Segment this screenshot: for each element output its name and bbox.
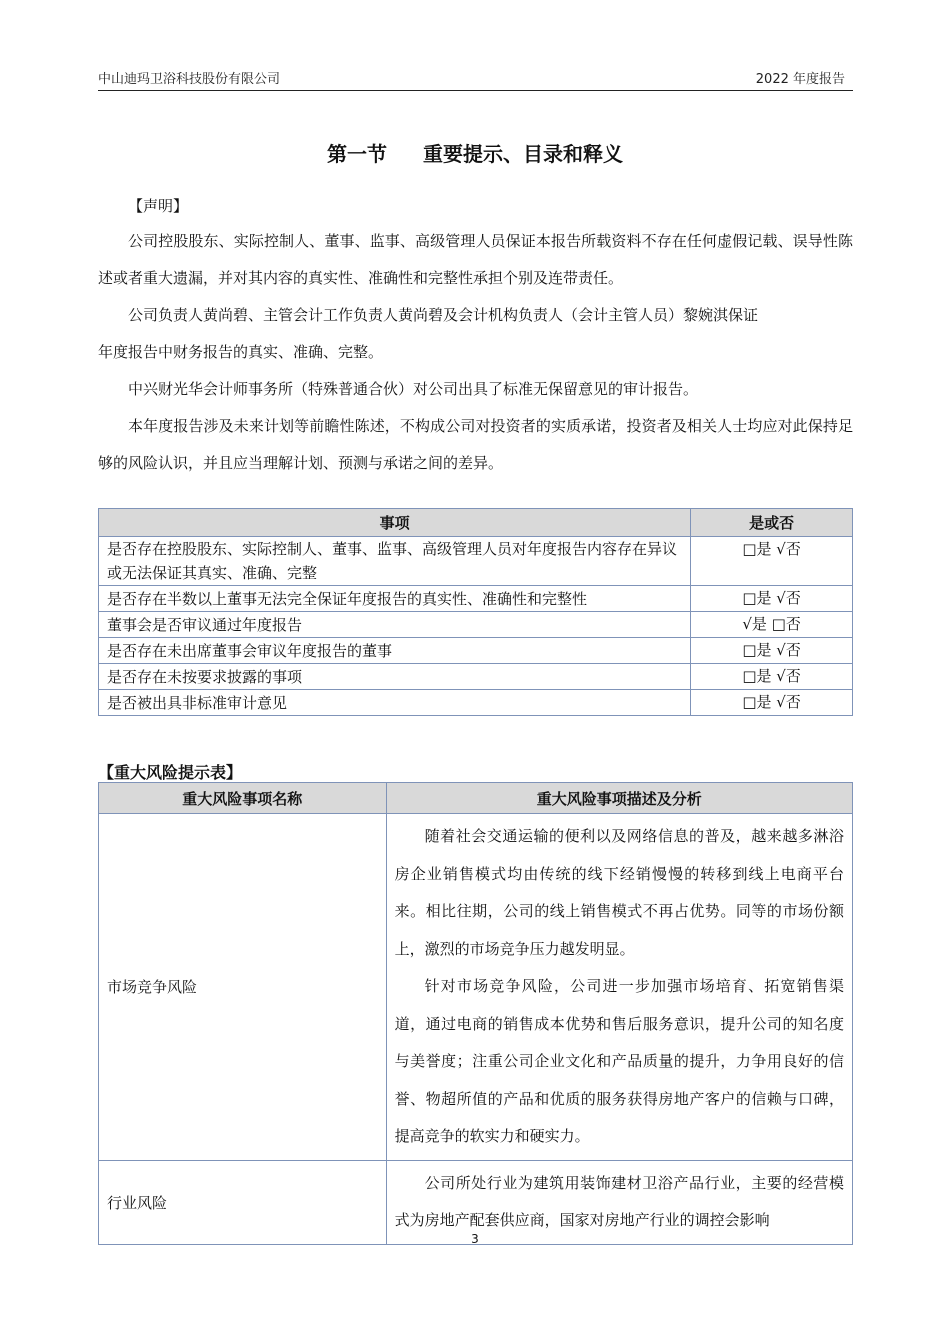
statement-paragraph: 年度报告中财务报告的真实、准确、完整。 — [98, 343, 384, 361]
risk-table — [98, 782, 853, 1245]
matter-item: 是否存在半数以上董事无法完全保证年度报告的真实性、准确性和完整性 — [99, 586, 691, 612]
risk-table-title: 【重大风险提示表】 — [98, 763, 243, 782]
table-row — [99, 690, 853, 716]
table-row — [99, 814, 853, 1161]
page-number: 3 — [471, 1232, 479, 1246]
matters-table — [98, 508, 853, 716]
table-row — [99, 612, 853, 638]
risk-name: 市场竞争风险 — [99, 814, 387, 1161]
matter-item: 是否被出具非标准审计意见 — [99, 690, 691, 716]
matter-answer: □是 √否 — [691, 638, 853, 664]
risk-name: 行业风险 — [99, 1160, 387, 1244]
statement-label: 【声明】 — [128, 197, 189, 215]
matters-header-item: 事项 — [99, 509, 691, 537]
matter-answer: □是 √否 — [691, 537, 853, 586]
matter-item: 是否存在控股股东、实际控制人、董事、监事、高级管理人员对年度报告内容存在异议或无法保证其真实、准确、完整 — [99, 537, 691, 586]
matter-item: 董事会是否审议通过年度报告 — [99, 612, 691, 638]
matter-answer: □是 √否 — [691, 664, 853, 690]
statement-paragraph: 本年度报告涉及未来计划等前瞻性陈述，不构成公司对投资者的实质承诺，投资者及相关人士均应对此保持足够的风险认识，并且应当理解计划、预测与承诺之间的差异。 — [98, 417, 853, 472]
table-row — [99, 537, 853, 586]
table-row — [99, 586, 853, 612]
section-number: 第一节 — [327, 142, 387, 166]
matter-answer: □是 √否 — [691, 586, 853, 612]
table-row — [99, 664, 853, 690]
risk-desc-paragraph: 公司所处行业为建筑用装饰建材卫浴产品行业，主要的经营模式为房地产配套供应商，国家对房地产行业的调控会影响 — [394, 1173, 844, 1229]
section-heading: 重要提示、目录和释义 — [423, 142, 623, 166]
statement-paragraph: 公司控股股东、实际控制人、董事、监事、高级管理人员保证本报告所载资料不存在任何虚假记载、误导性陈述或者重大遗漏，并对其内容的真实性、准确性和完整性承担个别及连带责任。 — [98, 232, 853, 287]
matter-answer: □是 √否 — [691, 690, 853, 716]
risk-header-desc: 重大风险事项描述及分析 — [386, 783, 852, 814]
table-row — [99, 638, 853, 664]
risk-desc-paragraph: 针对市场竞争风险，公司进一步加强市场培育、拓宽销售渠道，通过电商的销售成本优势和售后服务意识，提升公司的知名度与美誉度；注重公司企业文化和产品质量的提升，力争用良好的信誉、物超所值的产品和优质的服务获得房地产客户的信赖与口碑，提高竞争的软实力和硬实力。 — [394, 977, 844, 1145]
risk-description — [386, 814, 852, 1161]
matters-header-answer: 是或否 — [691, 509, 853, 537]
section-title — [0, 138, 950, 167]
statement-paragraph: 中兴财光华会计师事务所（特殊普通合伙）对公司出具了标准无保留意见的审计报告。 — [128, 380, 699, 398]
page-header — [98, 68, 853, 91]
matter-item: 是否存在未出席董事会审议年度报告的董事 — [99, 638, 691, 664]
header-company: 中山迪玛卫浴科技股份有限公司 — [98, 72, 281, 87]
statement-paragraph: 公司负责人黄尚碧、主管会计工作负责人黄尚碧及会计机构负责人（会计主管人员）黎婉淇保证 — [128, 306, 759, 324]
header-report: 2022 年度报告 — [755, 72, 845, 87]
matter-item: 是否存在未按要求披露的事项 — [99, 664, 691, 690]
risk-desc-paragraph: 随着社会交通运输的便利以及网络信息的普及，越来越多淋浴房企业销售模式均由传统的线下经销慢慢的转移到线上电商平台来。相比往期，公司的线上销售模式不再占优势。同等的市场份额上，激烈的市场竞争压力越发明显。 — [394, 827, 844, 958]
matter-answer: √是 □否 — [691, 612, 853, 638]
risk-header-name: 重大风险事项名称 — [99, 783, 387, 814]
